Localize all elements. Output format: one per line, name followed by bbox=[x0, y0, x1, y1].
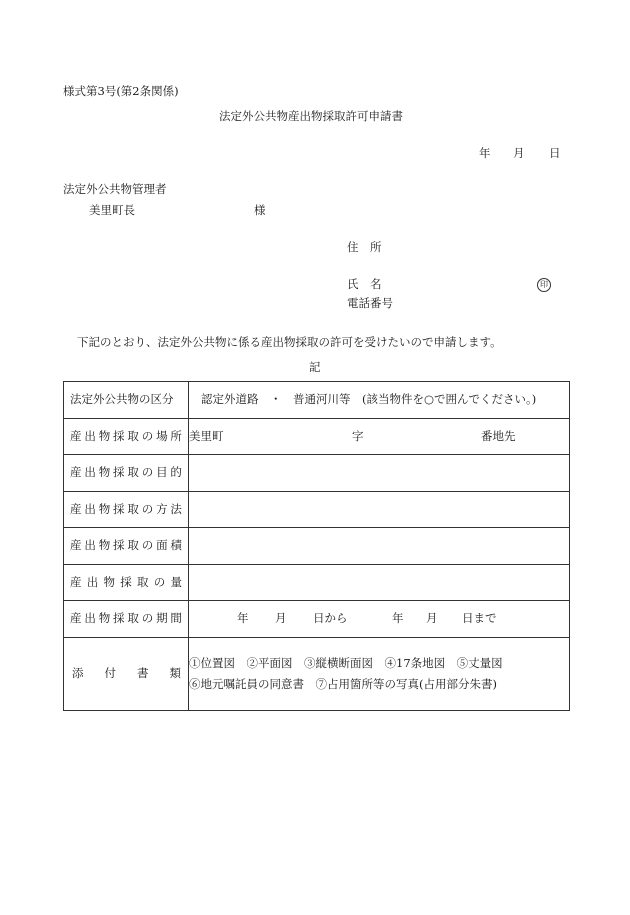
label-cell bbox=[64, 565, 189, 601]
table-row-category bbox=[64, 382, 570, 419]
applicant-name-label: 氏 名 bbox=[347, 277, 382, 291]
addressee-honorific: 様 bbox=[254, 203, 266, 217]
addressee-mayor: 美里町長 bbox=[89, 203, 135, 217]
row-label-spread: 産 出 物 採 取 の 面 積 bbox=[70, 538, 182, 553]
quantity-value-cell[interactable] bbox=[189, 565, 570, 601]
document-title: 法定外公共物産出物採取許可申請書 bbox=[219, 109, 403, 123]
label-cell bbox=[64, 419, 189, 455]
location-aza: 字 bbox=[352, 428, 364, 443]
applicant-address-label: 住 所 bbox=[347, 240, 382, 254]
period-to-month: 月 bbox=[426, 611, 438, 625]
period-from-day: 日から bbox=[313, 611, 348, 625]
seal-mark: 印 bbox=[537, 278, 551, 292]
table-row-purpose bbox=[64, 455, 570, 492]
period-to-year: 年 bbox=[392, 611, 404, 625]
period-from-month: 月 bbox=[275, 611, 287, 625]
row-label-spread bbox=[64, 428, 188, 443]
char: 出 bbox=[84, 428, 96, 443]
category-options: 認定外道路 ・ 普通河川等 (該当物件を○で囲んでください。) bbox=[201, 392, 537, 407]
area-value-cell[interactable] bbox=[189, 528, 570, 565]
applicant-phone-label: 電話番号 bbox=[347, 296, 393, 310]
table-row-area bbox=[64, 528, 570, 565]
category-value-cell[interactable] bbox=[189, 382, 570, 419]
location-town: 美里町 bbox=[189, 428, 224, 443]
row-label-spread: 産 出 物 採 取 の 期 間 bbox=[70, 611, 182, 626]
table-row-location bbox=[64, 419, 570, 455]
application-table bbox=[63, 381, 570, 711]
attachments-value-cell[interactable] bbox=[189, 638, 570, 711]
label-cell bbox=[64, 492, 189, 528]
period-value-cell[interactable] bbox=[189, 601, 570, 638]
label-cell bbox=[64, 528, 189, 565]
date-day-label: 日 bbox=[549, 146, 561, 160]
table-row-period bbox=[64, 601, 570, 638]
row-label-spread: 産 出 物 採 取 の 量 bbox=[70, 574, 182, 589]
table-row-method bbox=[64, 492, 570, 528]
table-row-attachments bbox=[64, 638, 570, 711]
row-label-spread: 添 付 書 類 bbox=[72, 666, 181, 681]
row-label-spread: 産 出 物 採 取 の 目 的 bbox=[70, 465, 182, 480]
date-year-label: 年 bbox=[479, 146, 491, 160]
addressee-line: 法定外公共物管理者 bbox=[63, 182, 167, 196]
char: 産 bbox=[70, 428, 82, 443]
ki-heading: 記 bbox=[309, 360, 321, 374]
label-cell bbox=[64, 601, 189, 638]
method-value-cell[interactable] bbox=[189, 492, 570, 528]
char: 所 bbox=[170, 428, 182, 443]
period-from-year: 年 bbox=[237, 611, 249, 625]
location-banchi: 番地先 bbox=[481, 428, 516, 443]
char: 物 bbox=[98, 428, 111, 443]
intro-text: 下記のとおり、法定外公共物に係る産出物採取の許可を受けたいので申請します。 bbox=[77, 335, 502, 349]
purpose-value-cell[interactable] bbox=[189, 455, 570, 492]
char: 取 bbox=[127, 428, 139, 443]
char: 採 bbox=[113, 428, 125, 443]
location-value-cell[interactable] bbox=[189, 419, 570, 455]
row-label-spread: 産 出 物 採 取 の 方 法 bbox=[70, 501, 182, 516]
char: の bbox=[141, 428, 154, 443]
attachments-line-1: ①位置図 ②平面図 ③縦横断面図 ④17条地図 ⑤丈量図 bbox=[189, 656, 503, 670]
char: 場 bbox=[156, 428, 168, 443]
attachments-line-2: ⑥地元嘱託員の同意書 ⑦占用箇所等の写真(占用部分朱書) bbox=[189, 677, 497, 691]
label-cell bbox=[64, 455, 189, 492]
row-label: 法定外公共物の区分 bbox=[70, 392, 174, 407]
date-month-label: 月 bbox=[513, 146, 525, 160]
form-number: 様式第3号(第2条関係) bbox=[63, 84, 179, 98]
table-row-quantity bbox=[64, 565, 570, 601]
period-to-day: 日まで bbox=[462, 611, 497, 625]
label-cell bbox=[64, 638, 189, 711]
label-cell bbox=[64, 382, 189, 419]
